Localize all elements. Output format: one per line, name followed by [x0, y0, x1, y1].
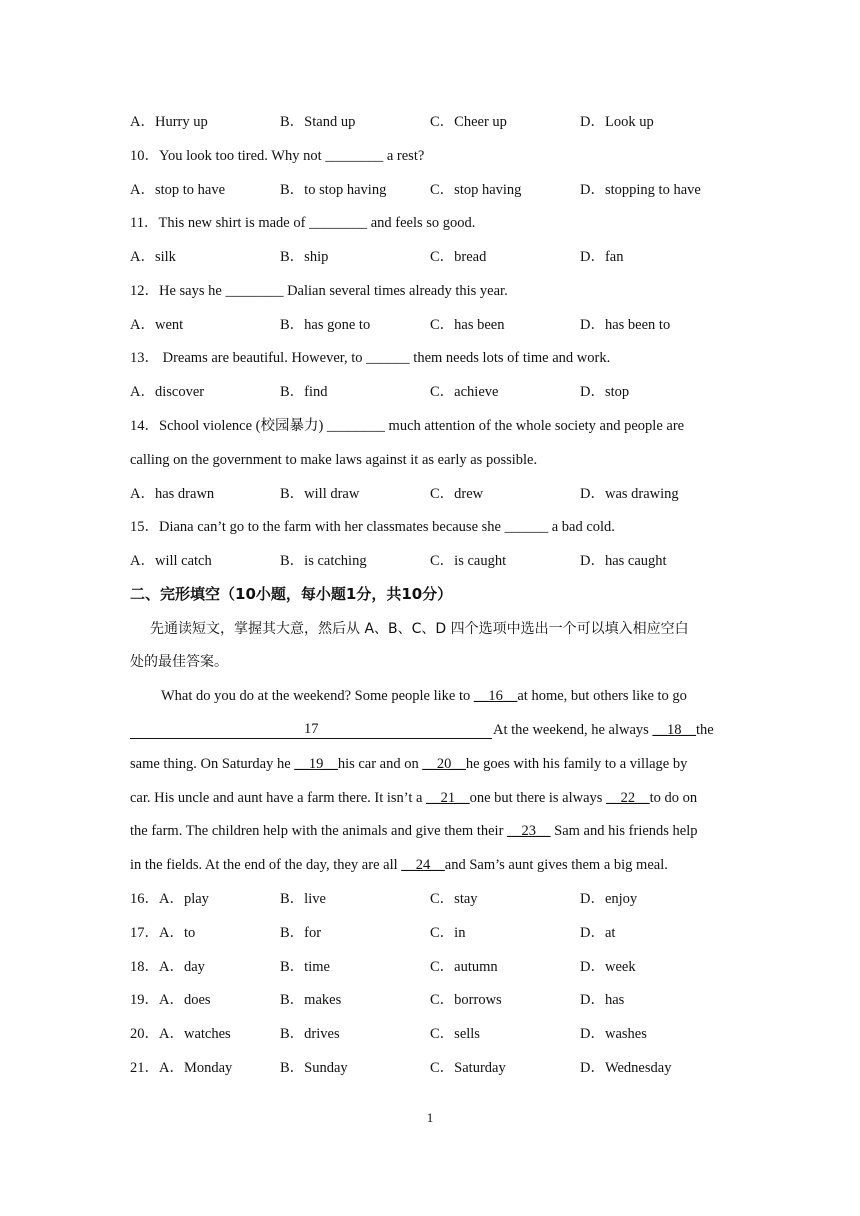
page-number: 1 [426, 1110, 434, 1125]
q11-option-c: C．bread [430, 249, 487, 265]
q13-stem: 13． Dreams are beautiful. However, to ______ them needs lots of time and work. [130, 350, 611, 366]
cloze-16-option-a: 16．A．play [130, 891, 209, 907]
passage-text: At the weekend, he always [493, 722, 653, 738]
passage-text: the [695, 722, 714, 738]
blank-20: __20__ [422, 756, 466, 772]
cloze-20-option-d: D．washes [580, 1026, 647, 1042]
cloze-16-option-d: D．enjoy [580, 891, 638, 907]
q14-stem-continued: calling on the government to make laws against it as early as possible. [130, 452, 538, 468]
q11-option-a: A．silk [130, 249, 176, 265]
passage-line-3 [130, 755, 687, 773]
cloze-16-option-c: C．stay [430, 891, 478, 907]
blank-22: __22__ [606, 790, 650, 806]
cloze-20-option-b: B．drives [280, 1026, 340, 1042]
q10-stem: 10．You look too tired. Why not ________ a rest? [130, 148, 425, 164]
blank-21: __21__ [426, 790, 470, 806]
passage-text: his car and on [337, 756, 423, 772]
cloze-17-option-d: D．at [580, 925, 616, 941]
passage-line-1 [161, 687, 687, 705]
cloze-21-option-a: 21．A．Monday [130, 1060, 233, 1076]
passage-line-5 [130, 822, 698, 840]
cloze-18-option-a: 18．A．day [130, 959, 205, 975]
q15-option-d: D．has caught [580, 553, 667, 569]
q11-option-b: B．ship [280, 249, 329, 265]
blank-16: __16__ [473, 688, 518, 704]
cloze-20-option-a: 20．A．watches [130, 1026, 231, 1042]
cloze-21-option-d: D．Wednesday [580, 1060, 672, 1076]
blank-17 [130, 721, 492, 739]
q14-stem: 14．School violence (校园暴力) ________ much attention of the whole society and people are [130, 418, 685, 434]
passage-text: same thing. On Saturday he [130, 756, 295, 772]
passage-text: Sam and his friends help [550, 823, 698, 839]
blank-17-number: 17 [304, 721, 319, 737]
blank-19: __19__ [294, 756, 338, 772]
q11-option-d: D．fan [580, 249, 624, 265]
passage-text: and Sam’s aunt gives them a big meal. [444, 857, 668, 873]
cloze-19-option-b: B．makes [280, 992, 342, 1008]
instruction-line-1: 先通读短文，掌握其大意，然后从 A、B、C、D 四个选项中选出一个可以填入相应空白 [150, 621, 689, 637]
cloze-17-option-b: B．for [280, 925, 322, 941]
passage-text: the farm. The children help with the animals and give them their [130, 823, 508, 839]
cloze-21-option-c: C．Saturday [430, 1060, 506, 1076]
q11-stem: 11．This new shirt is made of ________ and feels so good. [130, 215, 476, 231]
passage-line-6 [130, 856, 668, 874]
q12-option-a: A．went [130, 317, 184, 333]
passage-text: one but there is always [469, 790, 607, 806]
cloze-16-option-b: B．live [280, 891, 326, 907]
q14-option-d: D．was drawing [580, 486, 679, 502]
q15-option-b: B．is catching [280, 553, 367, 569]
passage-text: he goes with his family to a village by [465, 756, 688, 772]
q13-option-a: A．discover [130, 384, 205, 400]
q14-option-c: C．drew [430, 486, 484, 502]
q13-option-b: B．find [280, 384, 328, 400]
cloze-17-option-c: C．in [430, 925, 466, 941]
passage-text: What do you do at the weekend? Some people like to [161, 688, 474, 704]
q9-option-a: A．Hurry up [130, 114, 208, 130]
blank-23: __23__ [507, 823, 551, 839]
q15-stem: 15．Diana can’t go to the farm with her classmates because she ______ a bad cold. [130, 519, 615, 535]
q15-option-a: A．will catch [130, 553, 212, 569]
cloze-19-option-d: D．has [580, 992, 625, 1008]
q9-option-b: B．Stand up [280, 114, 356, 130]
q14-option-a: A．has drawn [130, 486, 215, 502]
passage-text: in the fields. At the end of the day, they are all [130, 857, 402, 873]
cloze-21-option-b: B．Sunday [280, 1060, 348, 1076]
section-heading: 二、完形填空（10小题，每小题1分，共10分） [130, 585, 453, 603]
passage-text: at home, but others like to go [517, 688, 687, 704]
cloze-18-option-b: B．time [280, 959, 330, 975]
instruction-line-2: 处的最佳答案。 [130, 654, 228, 670]
blank-18: __18__ [652, 722, 696, 738]
q13-option-c: C．achieve [430, 384, 499, 400]
cloze-17-option-a: 17．A．to [130, 925, 196, 941]
q14-option-b: B．will draw [280, 486, 360, 502]
q10-option-b: B．to stop having [280, 182, 387, 198]
q12-option-d: D．has been to [580, 317, 671, 333]
q12-stem: 12．He says he ________ Dalian several times already this year. [130, 283, 508, 299]
passage-text: to do on [649, 790, 698, 806]
q9-option-c: C．Cheer up [430, 114, 507, 130]
passage-line-4 [130, 789, 697, 807]
q12-option-c: C．has been [430, 317, 505, 333]
q12-option-b: B．has gone to [280, 317, 371, 333]
q10-option-d: D．stopping to have [580, 182, 701, 198]
cloze-18-option-c: C．autumn [430, 959, 498, 975]
passage-text: car. His uncle and aunt have a farm there. It isn’t a [130, 790, 427, 806]
cloze-20-option-c: C．sells [430, 1026, 480, 1042]
q10-option-a: A．stop to have [130, 182, 226, 198]
cloze-19-option-c: C．borrows [430, 992, 502, 1008]
q10-option-c: C．stop having [430, 182, 522, 198]
cloze-18-option-d: D．week [580, 959, 636, 975]
q15-option-c: C．is caught [430, 553, 507, 569]
q9-option-d: D．Look up [580, 114, 654, 130]
q13-option-d: D．stop [580, 384, 630, 400]
cloze-19-option-a: 19．A．does [130, 992, 211, 1008]
passage-line-2 [493, 721, 714, 739]
blank-24: __24__ [401, 857, 445, 873]
